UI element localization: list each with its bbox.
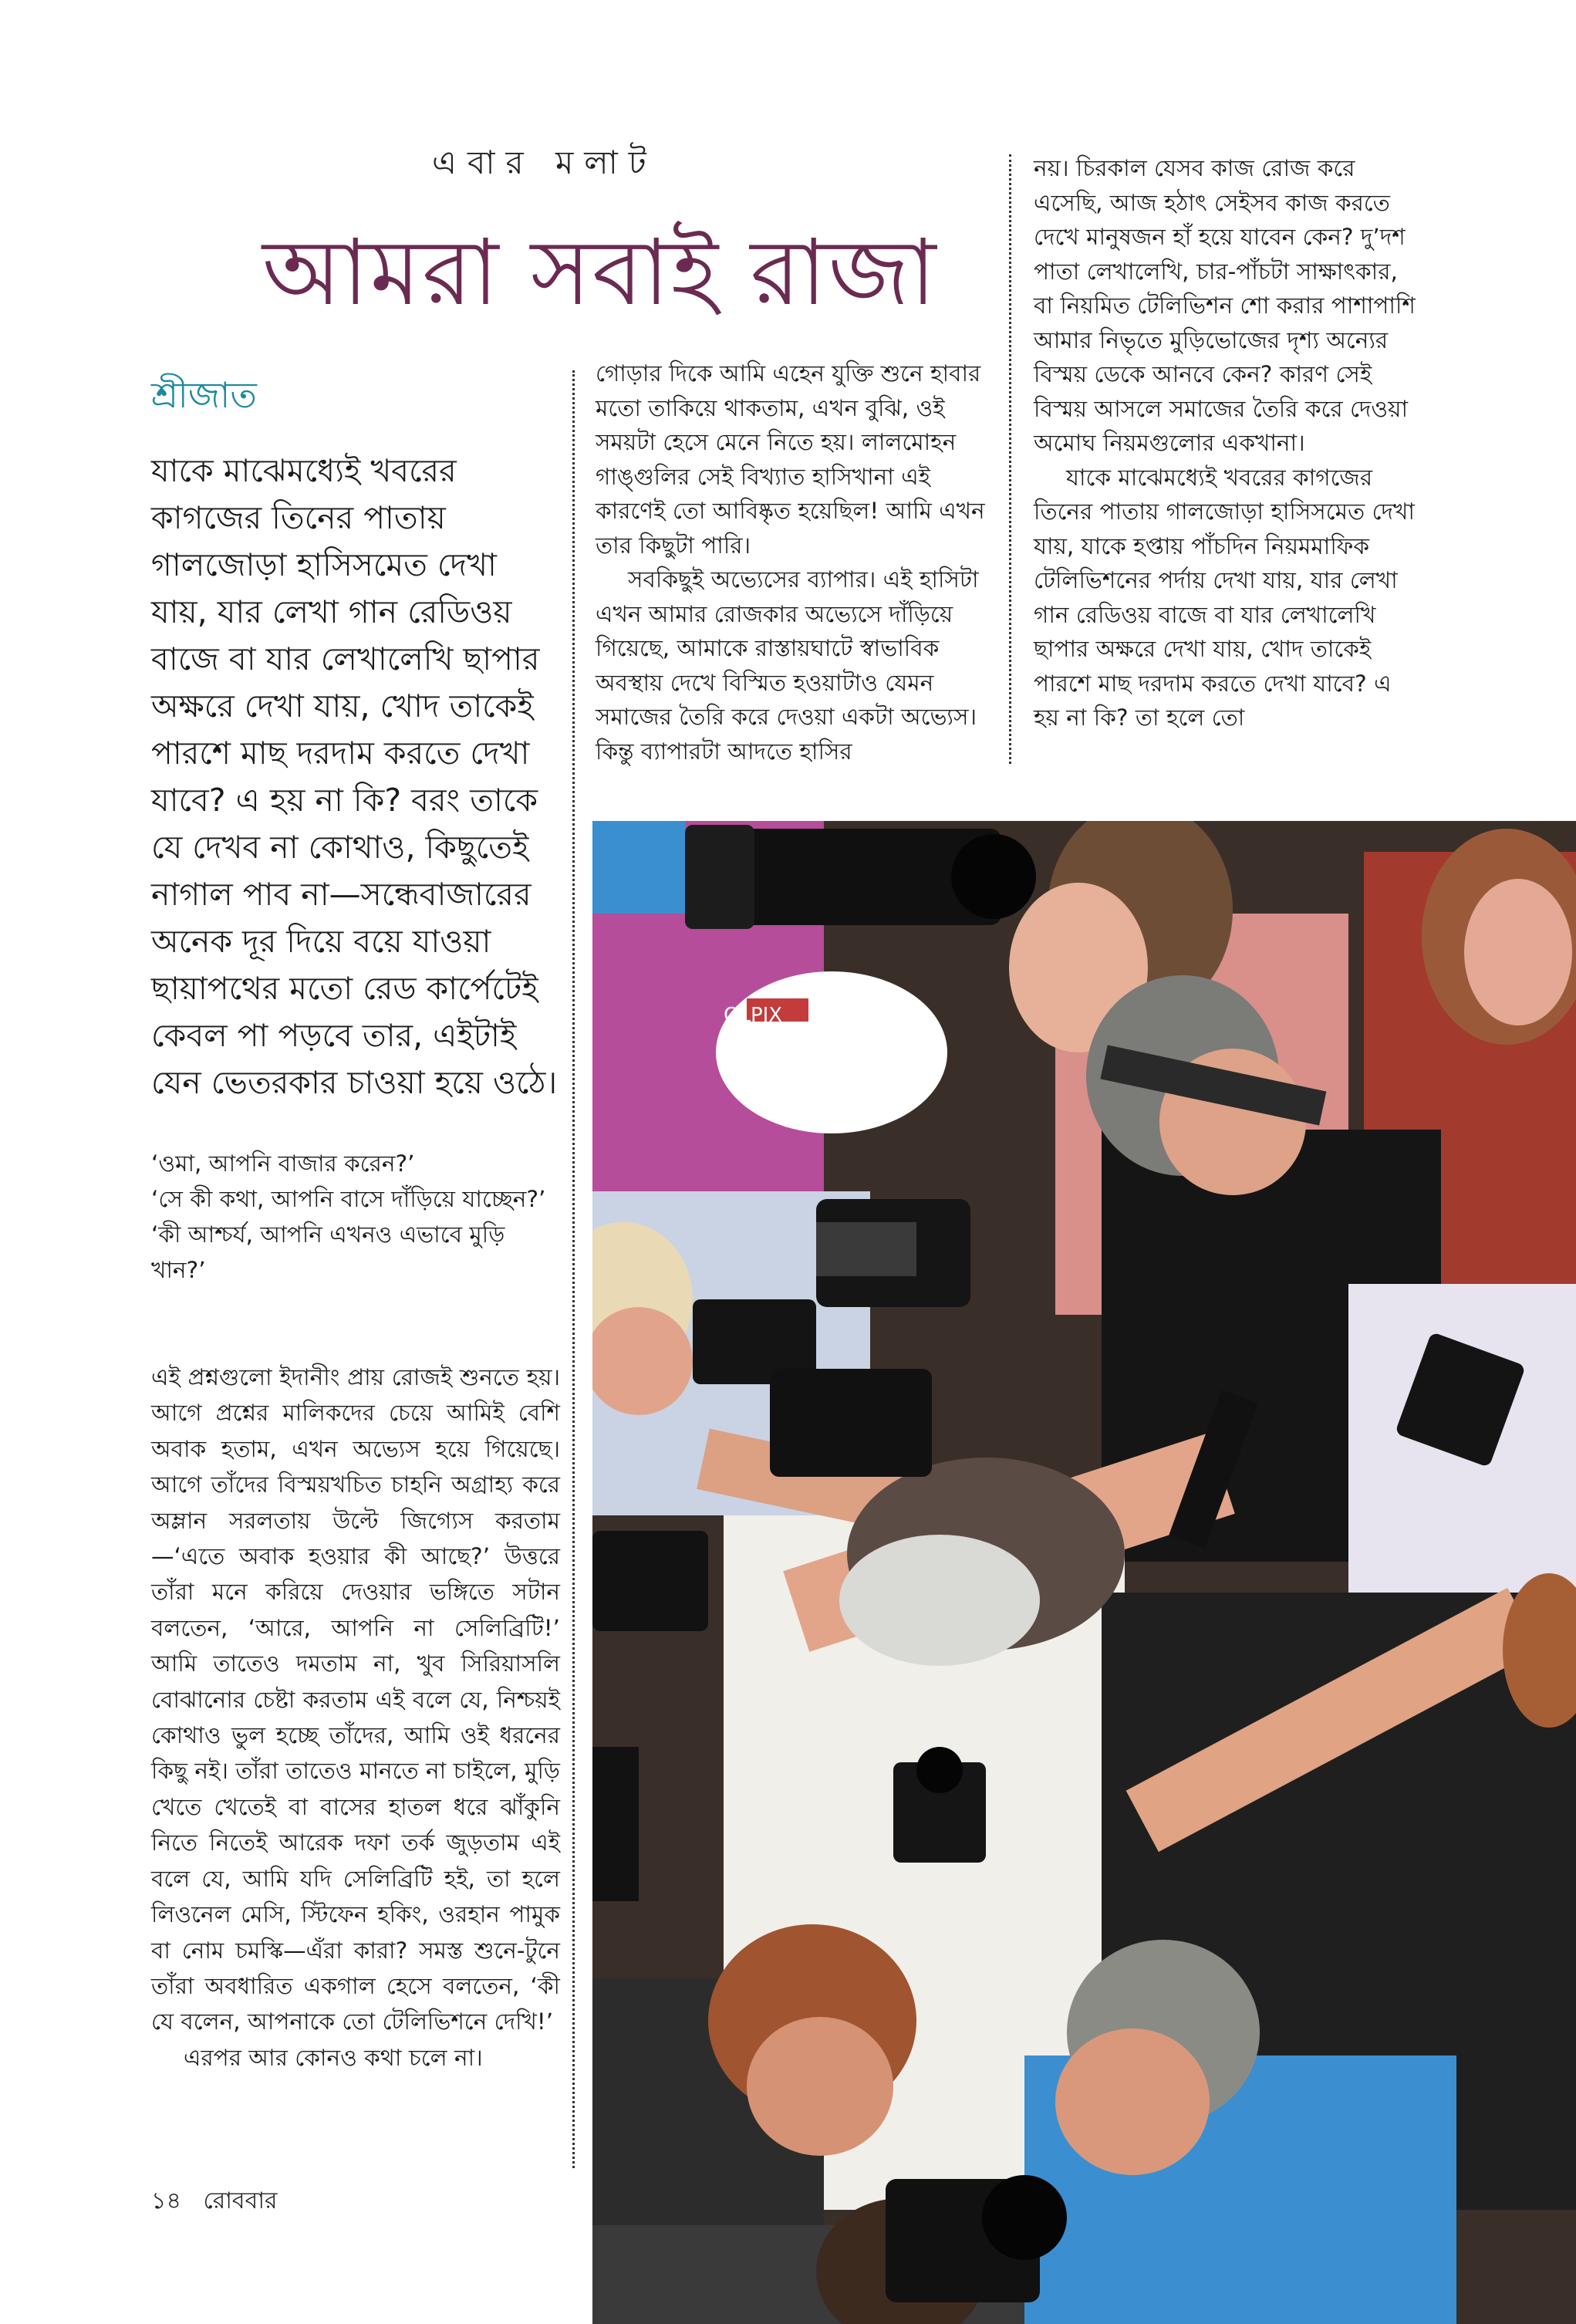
magazine-name: রোববার — [203, 2187, 278, 2214]
page-number: ১৪ — [151, 2187, 181, 2214]
body-paragraph: এই প্রশ্নগুলো ইদানীং প্রায় রোজই শুনতে হয়। আগে প্রশ্নের মালিকদের চেয়ে আমিই বেশি অবাক হতাম, এখন অভ্যেস হয়ে গিয়েছে। আগে তাঁদের বিস্ময়খচিত চাহনি অগ্রাহ্য করে অম্লান সরলতায় উল্টে জিগ্যেস করতাম—‘এতে অবাক হওয়ার কী আছে?’ উত্তরে তাঁরা মনে করিয়ে দেওয়ার ভঙ্গিতে সটান বলতেন, ‘আরে, আপনি না সেলিব্রিটি!’ আমি তাতেও দমতাম না, খুব সিরিয়াসলি বোঝানোর চেষ্টা করতাম এই বলে যে, নিশ্চয়ই কোথাও ভুল হচ্ছে তাঁদের, আমি ওই ধরনের কিছু নই। তাঁরা তাতেও মানতে না চাইলে, মুড়ি খেতে খেতেই বা বাসের হাতল ধরে ঝাঁকুনি নিতে নিতেই আরেক দফা তর্ক জুড়তাম এই বলে যে, আমি যদি সেলিব্রিটি হই, তা হলে লিওনেল মেসি, স্টিফেন হকিং, ওরহান পামুক বা নোম চমস্কি—এঁরা কারা? সমস্ত শুনে-টুনে তাঁরা অবধারিত একগাল হেসে বলতেন, ‘কী যে বলেন, আপনাকে তো টেলিভিশনে দেখি!’ — [151, 1364, 560, 2035]
article-title: আমরা সবাই রাজা — [262, 219, 938, 326]
column-divider — [1009, 154, 1011, 764]
photographers-crowd-photo — [592, 821, 1576, 2324]
body-paragraph: গোড়ার দিকে আমি এহেন যুক্তি শুনে হাবার মতো তাকিয়ে থাকতাম, এখন বুঝি, ওই সময়টা হেসে মেনে নিতে হয়। লালমোহন গাঙ্গুলির সেই বিখ্যাত হাসিখানা এই কারণেই তো আবিষ্কৃত হয়েছিল! আমি এখন তার কিছুটা পারি। — [596, 360, 985, 559]
page-footer — [151, 2182, 278, 2221]
body-paragraph: নয়। চিরকাল যেসব কাজ রোজ করে এসেছি, আজ হঠাৎ সেইসব কাজ করতে দেখে মানুষজন হাঁ হয়ে যাবেন কেন? দু’দশ পাতা লেখালেখি, চার-পাঁচটা সাক্ষাৎকার, বা নিয়মিত টেলিভিশন শো করার পাশাপাশি আমার নিভৃতে মুড়িভোজের দৃশ্য অন্যের বিস্ময় ডেকে আনবে কেন? কারণ সেই বিস্ময় আসলে সমাজের তৈরি করে দেওয়া অমোঘ নিয়মগুলোর একখানা। — [1034, 155, 1416, 456]
section-kicker: এবার মলাট — [432, 144, 657, 181]
body-paragraph: যাকে মাঝেমধ্যেই খবরের কাগজের তিনের পাতায় গালজোড়া হাসিসমেত দেখা যায়, যাকে হপ্তায় পাঁচদিন নিয়মমাফিক টেলিভিশনের পর্দায় দেখা যায়, যার লেখা গান রেডিওয় বাজে বা যার লেখালেখি ছাপার অক্ষরে দেখা যায়, খোদ তাকেই পারশে মাছ দরদাম করতে দেখা যাবে? এ হয় না কি? তা হলে তো — [1034, 464, 1415, 731]
quote-line: ‘ওমা, আপনি বাজার করেন?’ — [151, 1150, 415, 1177]
photo-strap-text: OLPIX — [724, 1004, 783, 1027]
lead-paragraph: যাকে মাঝেমধ্যেই খবরের কাগজের তিনের পাতায় গালজোড়া হাসিসমেত দেখা যায়, যার লেখা গান রেডিওয় বাজে বা যার লেখালেখি ছাপার অক্ষরে দেখা যায়, খোদ তাকেই পারশে মাছ দরদাম করতে দেখা যাবে? এ হয় না কি? বরং তাকে যে দেখব না কোথাও, কিছুতেই নাগাল পাব না—সন্ধেবাজারের অনেক দূর দিয়ে বয়ে যাওয়া ছায়াপথের মতো রেড কার্পেটেই কেবল পা পড়বে তার, এইটাই যেন ভেতরকার চাওয়া হয়ে ওঠে। — [151, 452, 558, 1101]
body-paragraph: সবকিছুই অভ্যেসের ব্যাপার। এই হাসিটা এখন আমার রোজকার অভ্যেসে দাঁড়িয়ে গিয়েছে, আমাকে রাস্তায়ঘাটে স্বাভাবিক অবস্থায় দেখে বিস্মিত হওয়াটাও যেমন সমাজের তৈরি করে দেওয়া একটা অভ্যেস। কিন্তু ব্যাপারটা আদতে হাসির — [596, 566, 979, 765]
quote-line: ‘কী আশ্চর্য, আপনি এখনও এভাবে মুড়ি খান?’ — [151, 1221, 505, 1283]
column-divider — [572, 370, 575, 2168]
author-name: শ্রীজাত — [151, 374, 257, 416]
column-3-body — [1034, 151, 1419, 735]
quote-block — [151, 1146, 560, 1288]
column-2-body — [596, 356, 989, 768]
column-1-body — [151, 1360, 560, 2076]
body-paragraph: এরপর আর কোনও কথা চলে না। — [184, 2044, 483, 2071]
quote-line: ‘সে কী কথা, আপনি বাসে দাঁড়িয়ে যাচ্ছেন?’ — [151, 1186, 546, 1212]
